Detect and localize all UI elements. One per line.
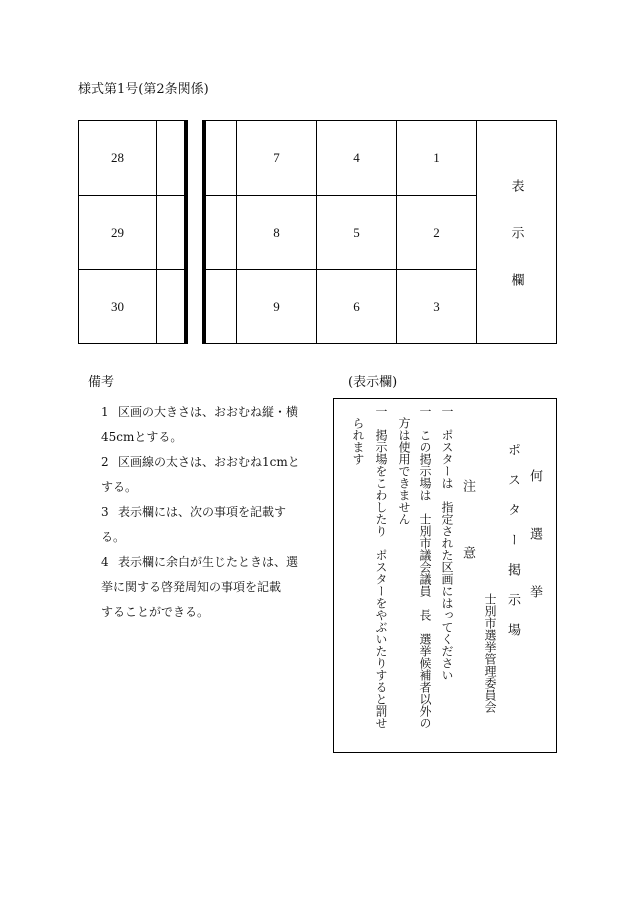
- grid-spacer-cell: [206, 270, 236, 343]
- slot-number: 9: [273, 298, 280, 314]
- issuer-name: 士別市選挙管理委員会: [483, 593, 497, 713]
- poster-slot: [79, 196, 156, 269]
- remark-text: 表示欄に余白が生じたときは、選: [118, 555, 299, 569]
- remark-line: [101, 550, 300, 575]
- remark-line: [101, 450, 300, 475]
- notice-line: られます: [351, 417, 365, 465]
- remark-number: 3: [101, 505, 109, 519]
- election-name: 何選挙: [527, 469, 542, 643]
- remark-line: 45cmとする。: [101, 430, 183, 444]
- grid-spacer-cell: [157, 270, 184, 343]
- notice-line: 方は使用できません: [397, 417, 411, 525]
- grid-spacer-cell: [206, 196, 236, 269]
- grid-spacer-cell: [206, 121, 236, 195]
- remark-number: 4: [101, 555, 109, 569]
- remark-number: 2: [101, 455, 109, 469]
- remark-text: 区画の大きさは、おおむね縦・横: [118, 405, 299, 419]
- poster-slot: [397, 121, 476, 195]
- remarks-list: [101, 400, 300, 625]
- remark-line: することができる。: [101, 605, 210, 619]
- poster-slot: [237, 196, 316, 269]
- slot-number: 30: [111, 298, 124, 314]
- poster-grid-right-section: [205, 120, 557, 344]
- display-column-label: 表示欄: [509, 178, 525, 320]
- slot-number: 4: [353, 150, 360, 165]
- section-divider-line: [185, 120, 188, 344]
- slot-number: 2: [433, 224, 440, 240]
- slot-number: 1: [433, 150, 440, 165]
- remark-item: [101, 450, 300, 500]
- notice-text: 掲示場をこわしたり ポスターをやぶいたりすると罰せ: [374, 429, 388, 729]
- notice-line: [417, 405, 433, 729]
- slot-number: 3: [433, 298, 440, 314]
- notice-heading: 注意: [460, 479, 475, 613]
- poster-slot: [237, 121, 316, 195]
- remark-item: [101, 400, 300, 450]
- poster-slot: [237, 270, 316, 343]
- poster-slot: [397, 270, 476, 343]
- remark-line: する。: [101, 480, 138, 494]
- form-title: 様式第1号(第2条関係): [78, 82, 209, 97]
- remark-line: 挙に関する啓発周知の事項を記載: [101, 580, 282, 594]
- remark-item: [101, 500, 300, 550]
- poster-slot: [317, 196, 396, 269]
- remark-line: [101, 400, 300, 425]
- notice-line: [373, 405, 389, 729]
- poster-grid-left-section: [78, 120, 185, 344]
- poster-slot: [397, 196, 476, 269]
- board-title: ポスター掲示場: [505, 443, 520, 653]
- grid-spacer-cell: [157, 121, 184, 195]
- notice-bullet: 一: [440, 405, 454, 417]
- poster-slot: [79, 121, 156, 195]
- notice-text: この掲示場は 士別市議会議員 長 選挙候補者以外の: [418, 429, 432, 729]
- remark-text: 表示欄には、次の事項を記載す: [118, 505, 287, 519]
- notice-bullet: 一: [374, 405, 388, 417]
- notice-text: ポスターは 指定された区画にはってください: [440, 429, 454, 681]
- slot-number: 29: [111, 224, 124, 240]
- slot-number: 6: [353, 298, 360, 314]
- notice-line: [439, 405, 455, 681]
- slot-number: 28: [111, 150, 124, 165]
- slot-number: 7: [273, 150, 280, 165]
- remark-text: 区画線の太さは、おおむね1cmと: [118, 455, 300, 469]
- slot-number: 5: [353, 224, 360, 240]
- remark-item: [101, 550, 300, 625]
- display-panel-heading: (表示欄): [348, 375, 398, 390]
- poster-slot: [317, 270, 396, 343]
- remark-line: [101, 500, 300, 525]
- display-column-cell: [477, 121, 556, 343]
- remark-line: る。: [101, 530, 126, 544]
- poster-slot: [79, 270, 156, 343]
- slot-number: 8: [273, 224, 280, 240]
- remarks-heading: 備考: [88, 375, 115, 390]
- grid-spacer-cell: [157, 196, 184, 269]
- remark-number: 1: [101, 405, 109, 419]
- display-panel-box: [333, 398, 557, 753]
- notice-bullet: 一: [418, 405, 432, 417]
- poster-slot: [317, 121, 396, 195]
